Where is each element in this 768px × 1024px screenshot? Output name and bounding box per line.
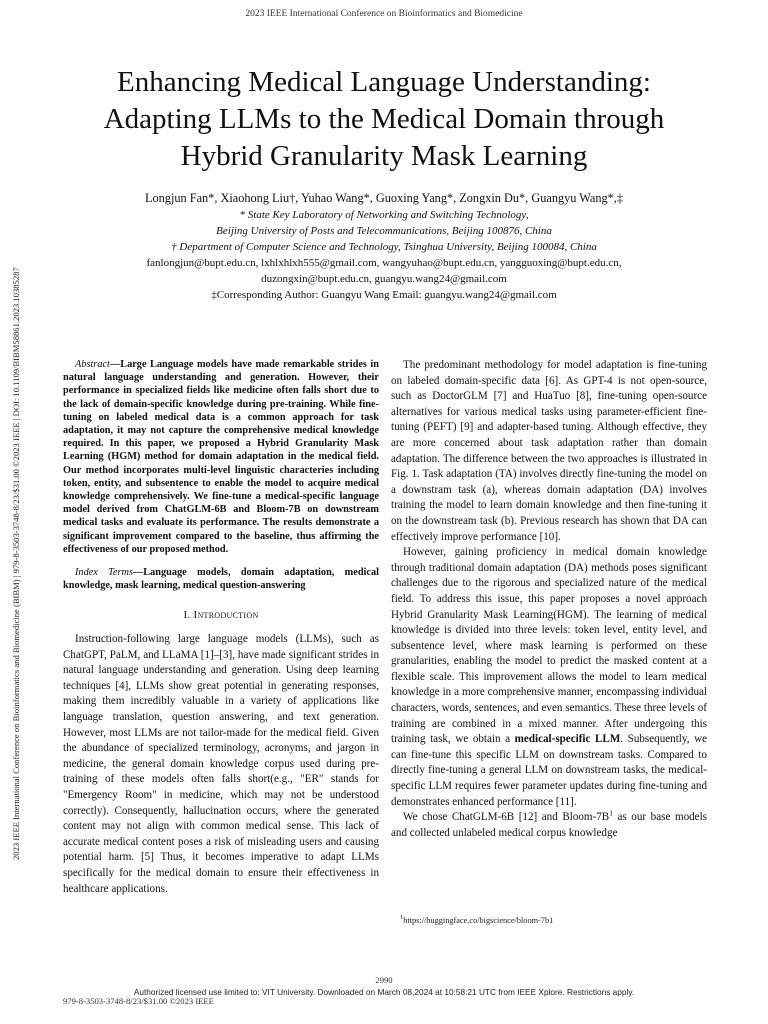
body-paragraph-1: The predominant methodology for model adaptation is fine-tuning on labeled domain-specific data [6]. As GPT-4 is not open-source, such as DoctorGLM [7] and HuaTuo [8], fine-tuning open-source alternatives for various medical tasks using parameter-efficient fine-tuning (PEFT) [9] and adapter-based tuning. Although effective, they are more concerned about task adaptation rather than domain adaptation. The difference between the two approaches is illustrated in Fig. 1. Task adaptation (TA) involves directly fine-tuning the model on a downstram task (a), whereas domain adaptation (DA) involves training the model to learn domain knowledge and then fine-tuning it on the downstream task (b). Previous research has shown that DA can effectively improve performance [10]. <box>391 359 707 543</box>
side-metadata-text: 2023 IEEE International Conference on Bioinformatics and Biomedicine (BIBM) | 979-8-3503-3748-8/23/$31.00 ©2023 IEEE | DOI: 10.1109/BIBM58861.2023.10385287 <box>11 267 21 860</box>
title-line-1: Enhancing Medical Language Understanding: <box>117 66 651 98</box>
intro-paragraph-1: Instruction-following large language models (LLMs), such as ChatGPT, PaLM, and LLaMA [1]–[3], have made significant strides in natural language understanding and generation. Using deep learning techniques [4], LLMs show great potential in generating responses, making them incredibly valuable in a variety of applications like language translation, question answering, and text generation. However, most LLMs are not tailor-made for the medical field. Given the abundance of specialized terminology, acronyms, and jargon in medicine, the general domain knowledge corpus used during pre-training of these models often falls short(e.g., "ER" stands for "Emergency Room" in medicine, which may not be understood correctly). Consequently, hallucination occurs, where the generated content may not align with common medical sense. This lack of accurate medical content poses a risk of misleading users and causing potential harm. [5] Thus, it becomes imperative to adapt LLMs specifically for the medical domain to ensure their effectiveness in healthcare applications. <box>63 633 379 895</box>
abstract-lead: Abstract <box>75 359 110 370</box>
conference-header: 2023 IEEE International Conference on Bioinformatics and Biomedicine <box>245 9 523 19</box>
author-emails-2: duzongxin@bupt.edu.cn, guangyu.wang24@gmail.com <box>261 273 507 285</box>
affiliation-line-3: † Department of Computer Science and Technology, Tsinghua University, Beijing 100084, China <box>171 241 597 253</box>
body-paragraph-3-b: as our base models and collected unlabeled medical corpus knowledge <box>391 811 707 839</box>
section-heading-introduction: I. Introduction <box>183 609 259 622</box>
footnote <box>400 914 553 925</box>
index-terms-text: —Language models, domain adaptation, medical knowledge, mask learning, medical question-answering <box>63 567 379 592</box>
corresponding-author: ‡Corresponding Author: Guangyu Wang Email: guangyu.wang24@gmail.com <box>211 289 557 301</box>
abstract-text: —Large Language models have made remarkable strides in natural language understanding and generation. However, their performance in specialized fields like medicine often falls short due to the lack of domain-specific knowledge during pre-training. While fine-tuning on labeled medical data is a common approach for task adaptation, it may not capture the comprehensive medical knowledge required. In this paper, we proposed a Hybrid Granularity Mask Learning (HGM) method for domain adaptation in the medical field. Our method incorporates multi-level linguistic characteries including token, entity, and subsentence to enable the model to acquire medical knowledge comprehensively. We fine-tune a medical-specific language model derived from ChatGLM-6B and Bloom-7B on downstream medical tasks and evaluate its performance. The results demonstrate a significant improvement compared to the baseline, thus affirming the effectiveness of our proposed method. <box>63 359 379 555</box>
right-column <box>391 358 707 841</box>
side-metadata-strip <box>11 160 23 860</box>
author-list: Longjun Fan*, Xiaohong Liu†, Yuhao Wang*, Guoxing Yang*, Zongxin Du*, Guangyu Wang*,‡ <box>144 191 624 205</box>
index-terms <box>63 566 379 592</box>
body-paragraph-2-a: However, gaining proficiency in medical domain knowledge through traditional domain adaptation (DA) methods poses significant challenges due to the rigorous and specialized nature of the medical field. To address this issue, this paper proposes a novel approach Hybrid Granularity Mask Learning(HGM). The learning of medical knowledge is divided into three levels: token level, entity level, and subsentence level, where mask learning is performed on these granularities, enabling the model to predict the masked content at a flexible scale. This improvement allows the model to learn medical knowledge in a more comprehensive manner, encompassing individual characters, words, sentences, and even semantics. These three levels of training are combined in a mixed manner. After undergoing this training task, we obtain a <box>391 546 707 746</box>
footnote-reference: 1 <box>609 808 613 818</box>
license-notice: Authorized licensed use limited to: VIT University. Downloaded on March 08,2024 at 10:58:21 UTC from IEEE Xplore. Restrictions apply. <box>133 987 635 997</box>
footnote-link[interactable]: https://huggingface.co/bigscience/bloom-7b1 <box>403 915 554 925</box>
body-paragraph-2 <box>391 545 707 810</box>
title-line-2: Adapting LLMs to the Medical Domain through <box>103 103 665 135</box>
page-number: 2990 <box>375 975 393 985</box>
paper-title <box>60 64 708 175</box>
title-line-3: Hybrid Granularity Mask Learning <box>180 140 588 172</box>
affiliation-line-1: * State Key Laboratory of Networking and Switching Technology, <box>239 209 529 221</box>
body-paragraph-2-b: . Subsequently, we can fine-tune this specific LLM on downstream tasks. Compared to directly fine-tuning a general LLM on downstream tasks, the medical-specific LLM requires fewer parameter updates during fine-tuning and demonstrates enhanced performance [11]. <box>391 733 708 808</box>
abstract <box>63 358 379 556</box>
index-terms-lead: Index Terms <box>75 567 133 579</box>
footnote-number: 1 <box>400 914 404 921</box>
body-paragraph-2-bold: medical-specific LLM <box>514 733 621 746</box>
body-paragraph-3-a: We chose ChatGLM-6B [12] and Bloom-7B <box>403 811 610 824</box>
affiliation-line-2: Beijing University of Posts and Telecommunications, Beijing 100876, China <box>216 225 552 237</box>
left-column <box>63 358 379 897</box>
isbn-copyright: 979-8-3503-3748-8/23/$31.00 ©2023 IEEE <box>63 996 214 1006</box>
author-emails-1: fanlongjun@bupt.edu.cn, lxhlxhlxh555@gmail.com, wangyuhao@bupt.edu.cn, yangguoxing@bupt.edu.cn, <box>146 257 622 269</box>
body-paragraph-3 <box>391 810 707 841</box>
